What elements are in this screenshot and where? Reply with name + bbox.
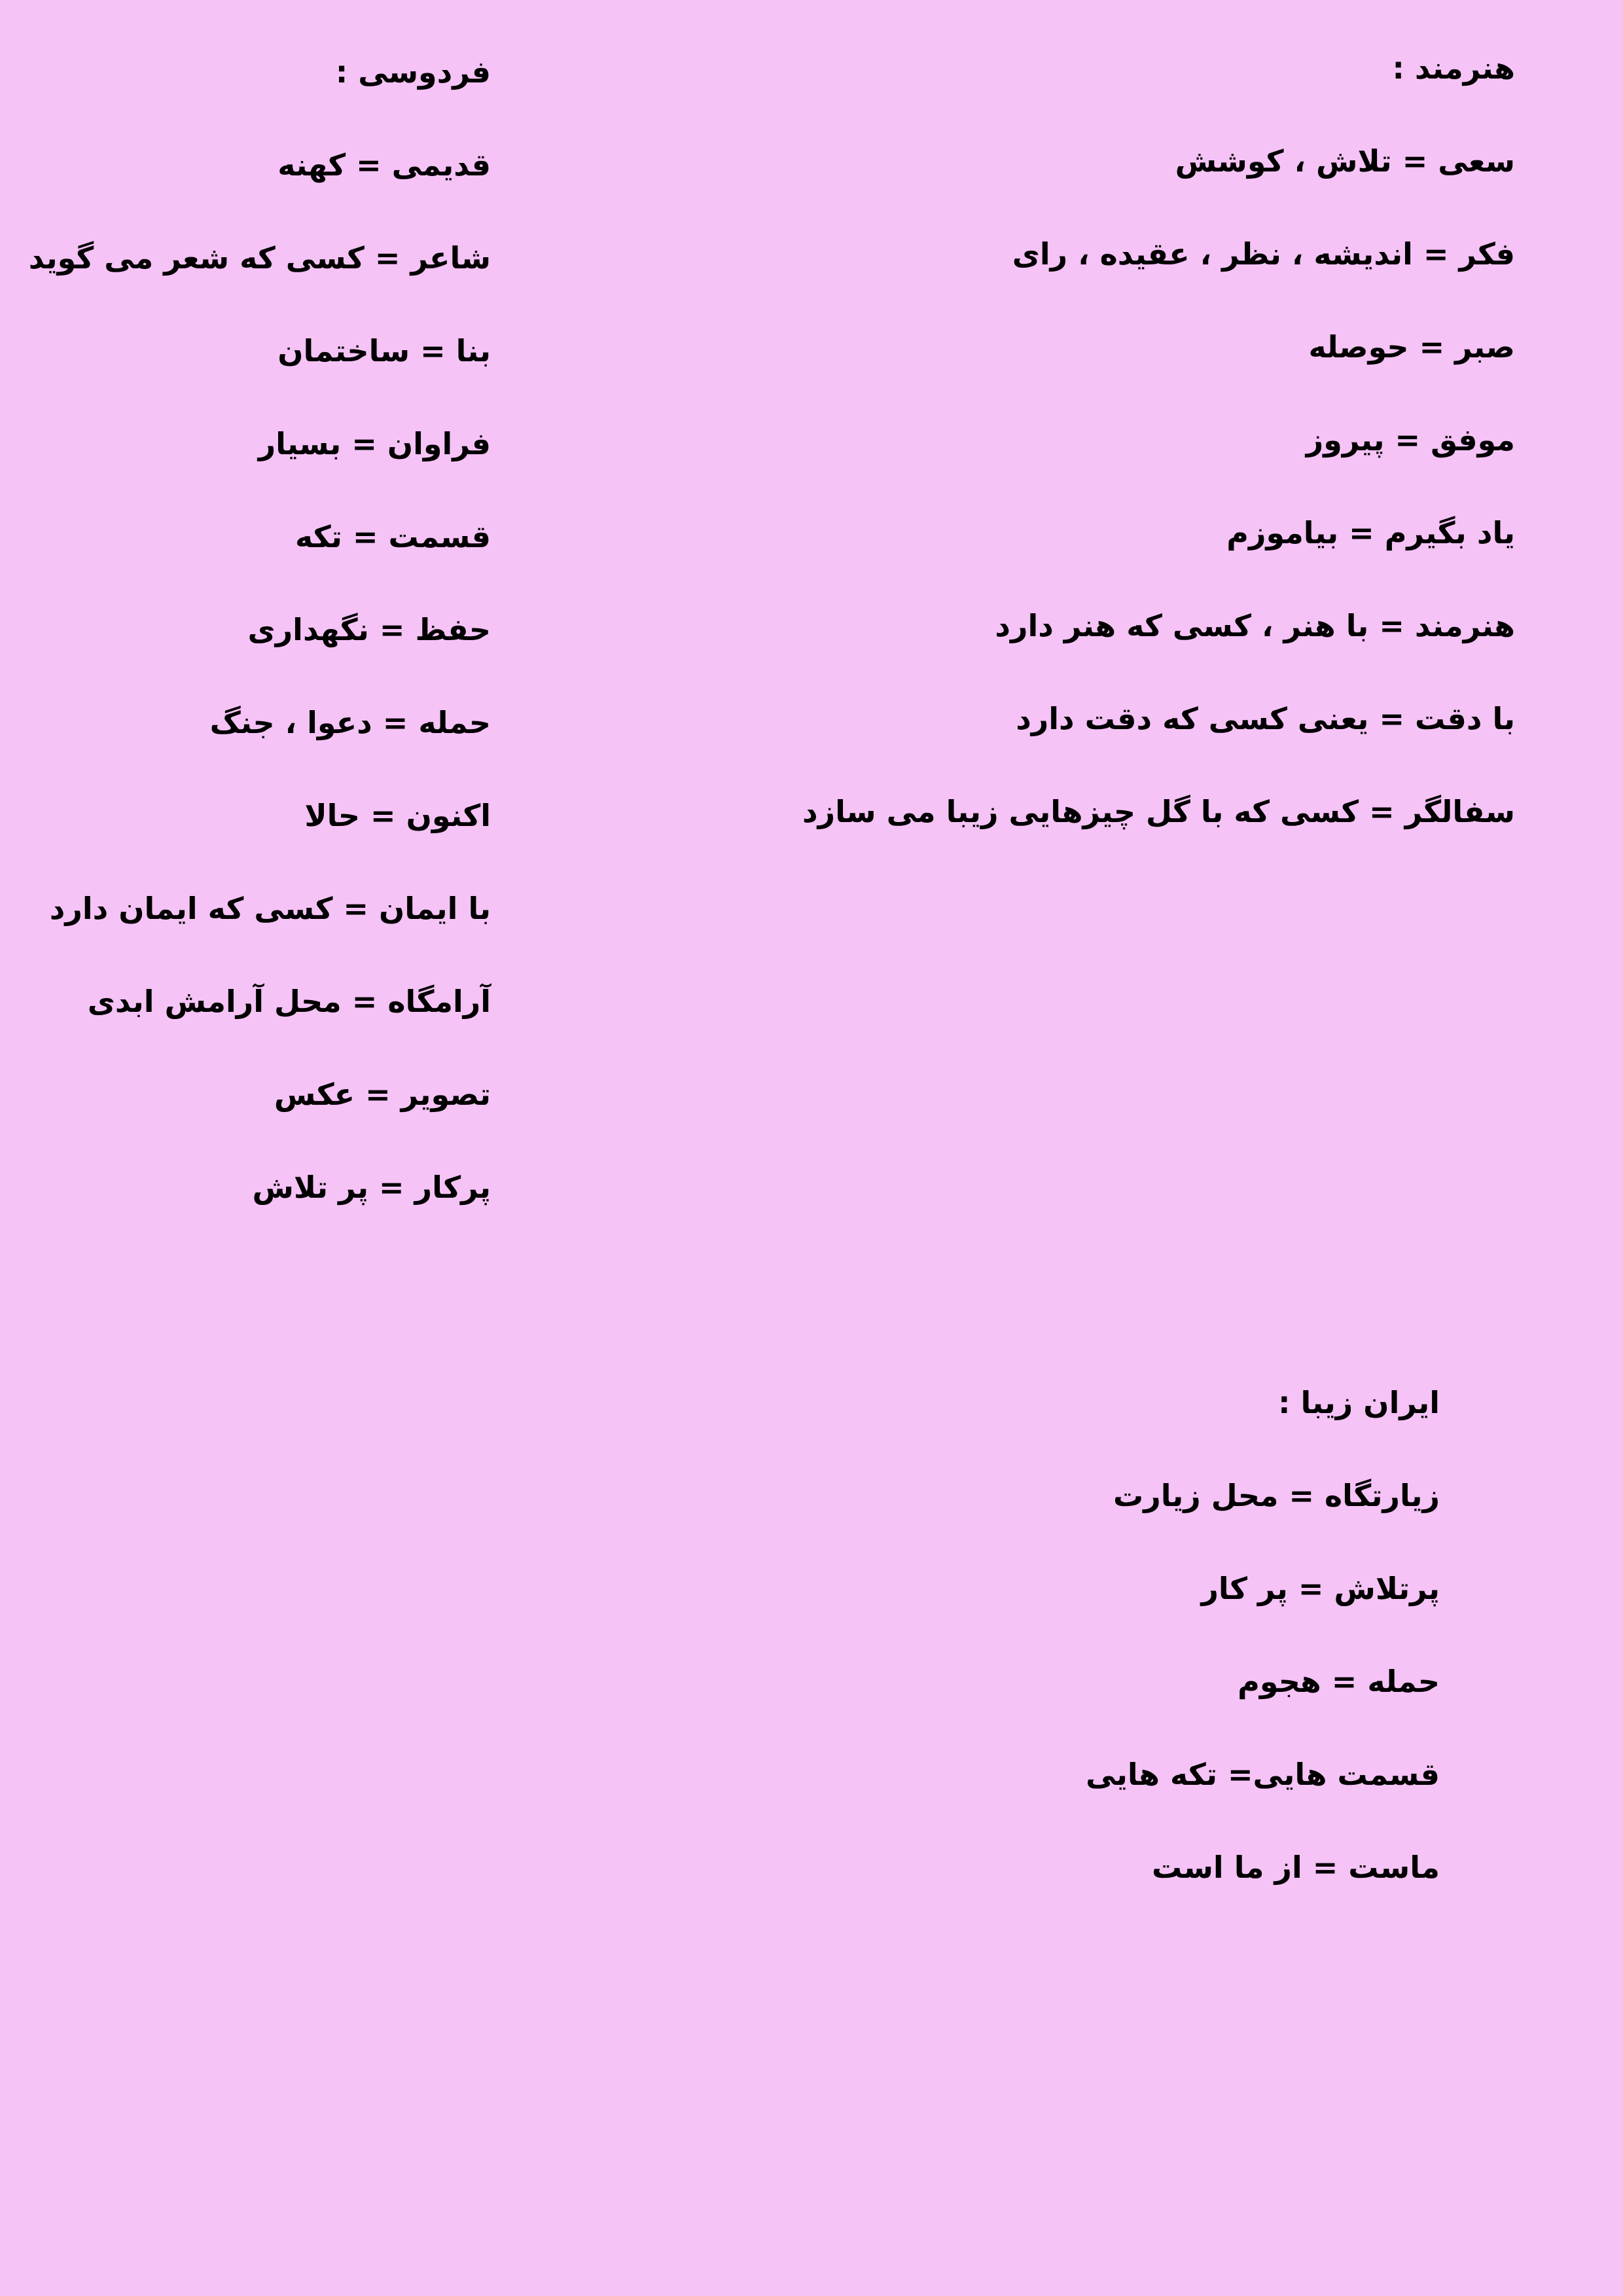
vocab-item: ماست = از ما است xyxy=(1152,1850,1440,1885)
vocab-item: بنا = ساختمان xyxy=(277,333,491,368)
vocab-item: با ایمان = کسی که ایمان دارد xyxy=(49,891,491,926)
vocab-item: با دقت = یعنی کسی که دقت دارد xyxy=(1016,701,1515,736)
vocab-item: فکر = اندیشه ، نظر ، عقیده ، رای xyxy=(1012,236,1515,272)
section-ferdowsi xyxy=(29,52,491,1261)
vocab-item: موفق = پیروز xyxy=(1306,422,1515,457)
vocab-item: هنرمند = با هنر ، کسی که هنر دارد xyxy=(995,608,1515,643)
vocab-item: زیارتگاه = محل زیارت xyxy=(1113,1478,1440,1513)
vocab-item: تصویر = عکس xyxy=(274,1077,491,1112)
vocab-item: یاد بگیرم = بیاموزم xyxy=(1226,515,1515,550)
vocab-item: شاعر = کسی که شعر می گوید xyxy=(28,240,491,276)
vocab-item: سعی = تلاش ، کوشش xyxy=(1175,143,1515,179)
vocab-item: پرتلاش = پر کار xyxy=(1201,1571,1440,1606)
vocab-item: پرکار = پر تلاش xyxy=(252,1170,491,1205)
vocab-item: حفظ = نگهداری xyxy=(247,612,491,647)
section-title-ferdowsi: فردوسی : xyxy=(335,54,491,90)
section-iran-ziba xyxy=(1086,1383,1440,1941)
vocab-item: قسمت هایی= تکه هایی xyxy=(1086,1757,1440,1792)
vocab-item: حمله = هجوم xyxy=(1238,1664,1440,1699)
section-title-iran-ziba: ایران زیبا : xyxy=(1278,1385,1440,1420)
section-title-honarmand: هنرمند : xyxy=(1392,50,1515,86)
vocab-item: قسمت = تکه xyxy=(295,519,491,554)
section-honarmand xyxy=(802,48,1515,885)
vocab-item: سفالگر = کسی که با گل چیزهایی زیبا می سازد xyxy=(802,794,1515,829)
vocab-item: صبر = حوصله xyxy=(1308,329,1515,365)
vocab-item: قدیمی = کهنه xyxy=(277,147,491,183)
vocab-item: فراوان = بسیار xyxy=(258,426,491,461)
vocab-item: حمله = دعوا ، جنگ xyxy=(209,705,491,740)
vocab-item: اکنون = حالا xyxy=(304,798,491,833)
vocab-item: آرامگاه = محل آرامش ابدی xyxy=(87,984,491,1019)
